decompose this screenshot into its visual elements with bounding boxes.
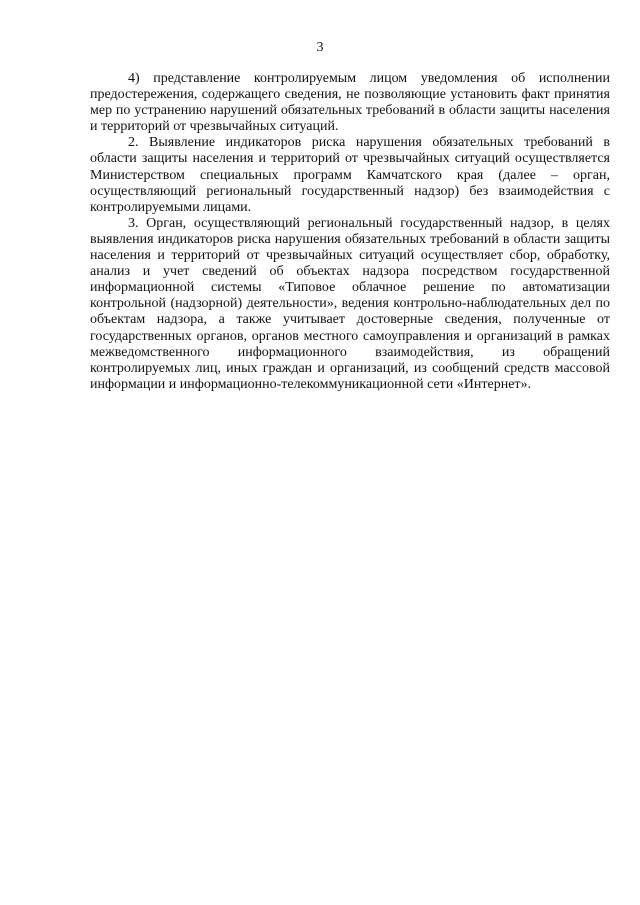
paragraph-item-4: 4) представление контролируемым лицом уведомления об исполнении предостережения, содержащего сведения, не позволяющие установить факт принятия мер по устранению нарушений обязательных требований в области защиты населения и территорий от чрезвычайных ситуаций. [90,71,610,135]
paragraph-section-3: 3. Орган, осуществляющий региональный государственный надзор, в целях выявления индикаторов риска нарушения обязательных требований в области защиты населения и территорий от чрезвычайных ситуаций осуществляет сбор, обработку, анализ и учет сведений об объектах надзора посредством государственной информационной системы «Типовое облачное решение по автоматизации контрольной (надзорной) деятельности», ведения контрольно-наблюдательных дел по объектам надзора, а также учитывает достоверные сведения, полученные от государственных органов, органов местного самоуправления и организаций в рамках межведомственного информационного взаимодействия, из обращений контролируемых лиц, иных граждан и организаций, из сообщений средств массовой информации и информационно-телекоммуникационной сети «Интернет». [90,215,610,392]
paragraph-section-2: 2. Выявление индикаторов риска нарушения обязательных требований в области защиты населения и территорий от чрезвычайных ситуаций осуществляется Министерством специальных программ Камчатского края (далее – орган, осуществляющий региональный государственный надзор) без взаимодействия с контролируемыми лицами. [90,135,610,215]
page-number: 3 [316,40,324,55]
document-body [90,71,610,393]
